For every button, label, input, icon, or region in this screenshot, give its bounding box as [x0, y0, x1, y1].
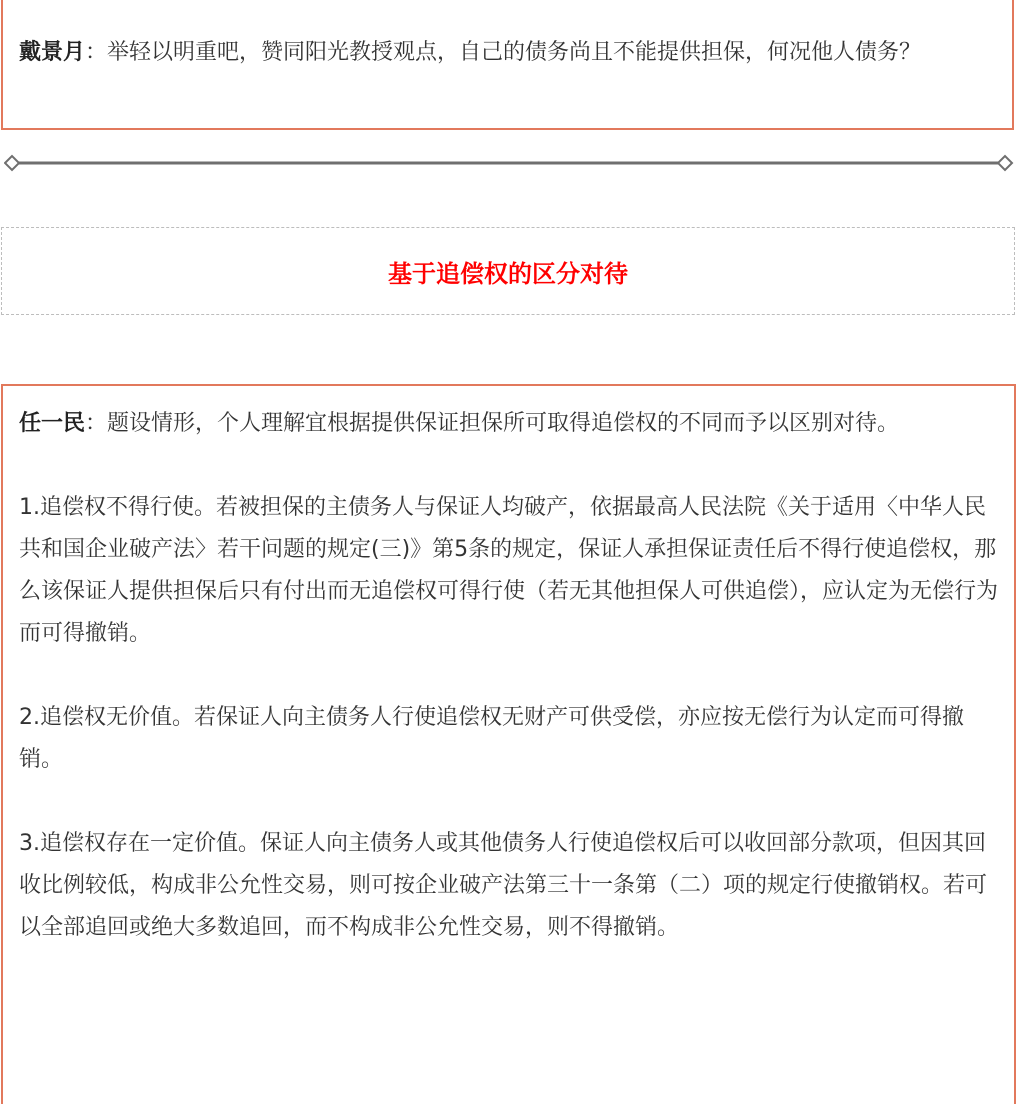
divider-line-icon [4, 154, 1014, 172]
speaker-name: 戴景月 [19, 40, 86, 65]
top-comment-paragraph [19, 32, 996, 74]
paragraph-spacer [19, 445, 998, 487]
speaker-name: 任一民 [19, 411, 86, 436]
diamond-left-icon [5, 156, 19, 170]
point-1: 1.追偿权不得行使。若被担保的主债务人与保证人均破产，依据最高人民法院《关于适用〈中华人民共和国企业破产法〉若干问题的规定(三)》第5条的规定，保证人承担保证责任后不得行使追偿权，那么该保证人提供担保后只有付出而无追偿权可得行使（若无其他担保人可供追偿），应认定为无偿行为而可得撤销。 [19, 495, 999, 646]
intro-text: ：题设情形，个人理解宜根据提供保证担保所可取得追偿权的不同而予以区别对待。 [85, 411, 900, 436]
top-comment-box [1, 0, 1014, 130]
diamond-right-icon [998, 156, 1012, 170]
section-heading: 基于追偿权的区分对待 [388, 259, 628, 288]
point-2: 2.追偿权无价值。若保证人向主债务人行使追偿权无财产可供受偿，亦应按无偿行为认定而可得撤销。 [19, 705, 964, 772]
paragraph-spacer [19, 655, 998, 697]
section-heading-box [1, 227, 1015, 315]
main-comment-box [1, 384, 1016, 1104]
point-3: 3.追偿权存在一定价值。保证人向主债务人或其他债务人行使追偿权后可以收回部分款项，但因其回收比例较低，构成非公允性交易，则可按企业破产法第三十一条第（二）项的规定行使撤销权。若可以全部追回或绝大多数追回，而不构成非公允性交易，则不得撤销。 [19, 831, 988, 940]
main-comment-intro [19, 403, 998, 445]
section-divider [4, 154, 1014, 172]
paragraph-spacer [19, 781, 998, 823]
comment-text: ：举轻以明重吧，赞同阳光教授观点，自己的债务尚且不能提供担保，何况他人债务？ [85, 40, 922, 65]
